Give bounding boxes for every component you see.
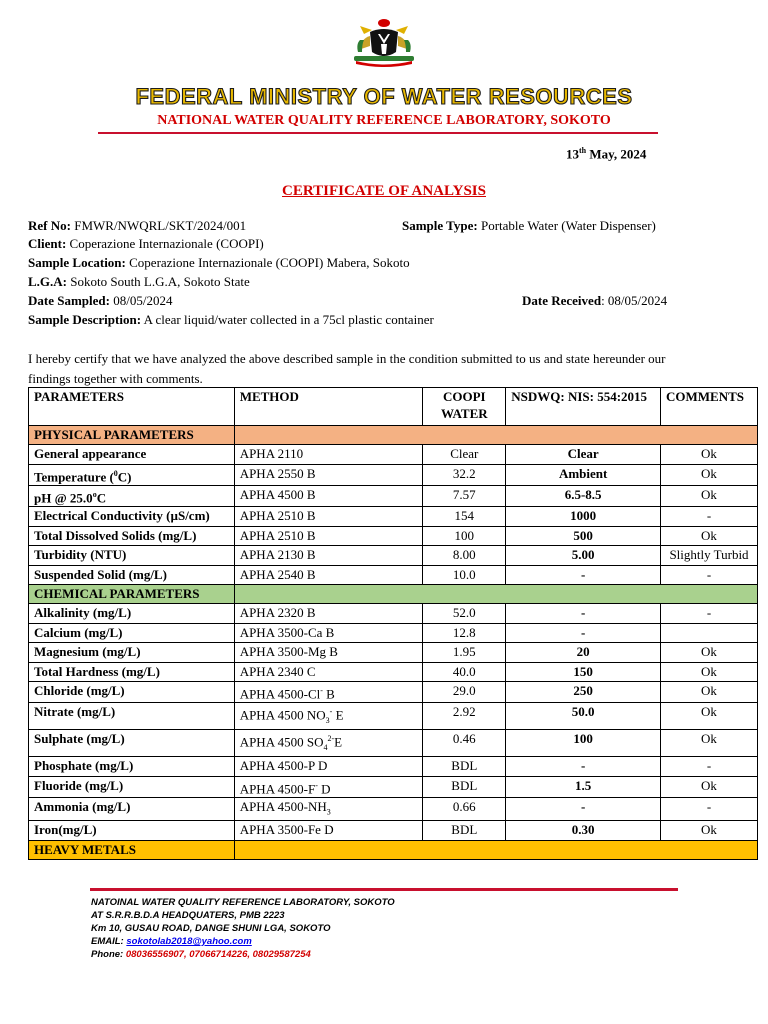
coopi-value-cell: BDL [423,757,506,776]
standard-value-cell: - [506,565,661,584]
parameter-name: Total Dissolved Solids (mg/L) [34,527,197,543]
parameter-cell [29,546,235,565]
footer-email: EMAIL: sokotolab2018@yahoo.com [91,936,252,947]
table-row [29,604,758,623]
method-cell [234,604,423,623]
method-superscript: - [315,780,318,790]
method-name: APHA 2320 B [239,605,316,621]
method-name: APHA 3500-Ca B [239,624,335,640]
method-name: APHA 4500 B [239,487,316,503]
header-parameters: PARAMETERS [29,388,235,426]
laboratory-name: NATIONAL WATER QUALITY REFERENCE LABORATORY, SOKOTO [157,113,611,128]
comment-cell: - [661,757,758,776]
table-row [29,757,758,776]
ministry-name: FEDERAL MINISTRY OF WATER RESOURCES [135,84,633,109]
parameter-name: Phosphate (mg/L) [34,758,134,774]
standard-value-cell: 0.30 [506,821,661,840]
chemical-section-row [29,585,758,604]
comment-cell: - [661,507,758,526]
method-cell [234,486,423,507]
coopi-value-cell: 8.00 [423,546,506,565]
date-sampled: Date Sampled: 08/05/2024 [28,293,173,308]
table-row [29,507,758,526]
method-subscript: 3 [326,807,331,817]
table-row [29,643,758,662]
comment-cell: - [661,565,758,584]
parameter-cell [29,526,235,545]
method-cell [234,623,423,642]
parameter-cell [29,445,235,464]
method-name: APHA 2110 [239,446,304,462]
method-cell [234,776,423,797]
coopi-value-cell: 52.0 [423,604,506,623]
parameter-cell [29,703,235,730]
sample-description: Sample Description: A clear liquid/water collected in a 75cl plastic container [28,312,434,327]
standard-value-cell: - [506,604,661,623]
parameter-name: General appearance [34,446,147,462]
method-cell [234,757,423,776]
footer-address-1: AT S.R.R.B.D.A HEADQUATERS, PMB 2223 [91,910,285,921]
coat-of-arms-emblem [340,18,428,68]
date-received: Date Received: 08/05/2024 [522,293,668,308]
table-row [29,703,758,730]
table-row [29,681,758,702]
coopi-value-cell: 7.57 [423,486,506,507]
method-cell [234,526,423,545]
table-row [29,797,758,821]
parameter-cell [29,797,235,821]
method-name: APHA 2510 B [239,508,316,524]
parameter-cell [29,662,235,681]
results-table [28,387,758,860]
email-link[interactable]: sokotolab2018@yahoo.com [126,936,252,947]
parameter-name: Electrical Conductivity (µS/cm) [34,508,210,524]
table-row [29,526,758,545]
parameter-name: pH @ 25.0 [34,490,93,506]
footer-divider [90,888,678,891]
method-name: APHA 3500-Fe D [239,822,334,838]
method-cell [234,797,423,821]
parameter-cell [29,757,235,776]
comment-cell: - [661,604,758,623]
method-name: APHA 3500-Mg B [239,644,338,660]
footer-phone: Phone: 08036556907, 07066714226, 08029587254 [91,949,311,960]
table-row [29,565,758,584]
parameter-tail: C) [117,469,132,485]
chemical-section-row-label: CHEMICAL PARAMETERS [29,585,235,604]
parameter-name: Calcium (mg/L) [34,624,123,640]
table-row [29,445,758,464]
comment-cell [661,623,758,642]
standard-value-cell: - [506,623,661,642]
method-name: APHA 4500 SO [239,734,324,750]
parameter-cell [29,730,235,757]
method-name: APHA 2550 B [239,465,316,481]
table-row [29,821,758,840]
table-row [29,662,758,681]
comment-cell: Ok [661,730,758,757]
comment-cell: Ok [661,821,758,840]
method-name: APHA 2340 C [239,663,316,679]
method-superscript: 2- [327,734,335,744]
standard-value-cell: 50.0 [506,703,661,730]
parameter-cell [29,681,235,702]
heavy-metals-section-row-fill [234,840,757,859]
method-cell [234,730,423,757]
standard-value-cell: 100 [506,730,661,757]
method-subscript: 3 [325,716,330,726]
method-name: APHA 2540 B [239,566,316,582]
ref-no: Ref No: FMWR/NWQRL/SKT/2024/001 [28,218,247,233]
standard-value-cell: 1000 [506,507,661,526]
coopi-value-cell: BDL [423,821,506,840]
parameter-name: Suspended Solid (mg/L) [34,566,167,582]
parameter-cell [29,507,235,526]
header-method: METHOD [234,388,423,426]
parameter-superscript: o [92,490,97,500]
method-cell [234,565,423,584]
table-row [29,464,758,485]
parameter-name: Magnesium (mg/L) [34,644,141,660]
comment-cell: Slightly Turbid [661,546,758,565]
table-row [29,730,758,757]
comment-cell: Ok [661,662,758,681]
parameter-name: Total Hardness (mg/L) [34,663,160,679]
standard-value-cell: 5.00 [506,546,661,565]
comment-cell: Ok [661,486,758,507]
lga: L.G.A: Sokoto South L.G.A, Sokoto State [28,274,250,289]
heavy-metals-section-row [29,840,758,859]
header-nsdwq: NSDWQ: NIS: 554:2015 [506,388,661,426]
coopi-value-cell: 0.66 [423,797,506,821]
method-subscript: 4 [323,743,328,753]
method-superscript: - [329,707,333,717]
coopi-value-cell: 29.0 [423,681,506,702]
method-cell [234,643,423,662]
table-row [29,776,758,797]
physical-section-row-fill [234,426,757,445]
method-cell [234,681,423,702]
chemical-section-row-fill [234,585,757,604]
parameter-name: Sulphate (mg/L) [34,731,125,747]
header-coopi-water: COOPI WATER [423,388,506,426]
method-cell [234,445,423,464]
standard-value-cell: - [506,757,661,776]
coopi-value-cell: 12.8 [423,623,506,642]
certificate-date: 13th May, 2024 [566,146,647,162]
standard-value-cell: 500 [506,526,661,545]
method-cell [234,821,423,840]
standard-value-cell: 20 [506,643,661,662]
parameter-cell [29,623,235,642]
standard-value-cell: Clear [506,445,661,464]
parameter-cell [29,643,235,662]
footer-address-2: Km 10, GUSAU ROAD, DANGE SHUNI LGA, SOKOTO [91,923,331,934]
table-row [29,623,758,642]
parameter-cell [29,464,235,485]
table-header-row [29,388,758,426]
footer-lab-name: NATOINAL WATER QUALITY REFERENCE LABORATORY, SOKOTO [91,897,395,908]
parameter-cell [29,821,235,840]
method-superscript: - [320,685,323,695]
standard-value-cell: 250 [506,681,661,702]
comment-cell: Ok [661,776,758,797]
comment-cell: Ok [661,464,758,485]
parameter-name: Temperature ( [34,469,114,485]
parameter-cell [29,776,235,797]
parameter-name: Nitrate (mg/L) [34,704,116,720]
coopi-value-cell: 10.0 [423,565,506,584]
parameter-cell [29,486,235,507]
comment-cell: Ok [661,445,758,464]
method-tail: E [334,734,343,750]
table-row [29,546,758,565]
method-name: APHA 4500-P D [239,758,328,774]
method-name: APHA 2130 B [239,547,316,563]
header-comments: COMMENTS [661,388,758,426]
method-name: APHA 4500-Cl [239,686,321,702]
coopi-value-cell: 40.0 [423,662,506,681]
parameter-cell [29,565,235,584]
parameter-name: Alkalinity (mg/L) [34,605,132,621]
method-cell [234,464,423,485]
standard-value-cell: - [506,797,661,821]
method-tail: B [322,686,335,702]
parameter-name: Ammonia (mg/L) [34,798,131,814]
method-cell [234,662,423,681]
coopi-value-cell: 1.95 [423,643,506,662]
method-name: APHA 4500 NO [239,707,326,723]
method-name: APHA 4500-F [239,780,316,796]
coopi-value-cell: 32.2 [423,464,506,485]
sample-type: Sample Type: Portable Water (Water Dispenser) [402,218,656,233]
method-cell [234,507,423,526]
parameter-name: Turbidity (NTU) [34,547,127,563]
coopi-value-cell: 154 [423,507,506,526]
physical-section-row-label: PHYSICAL PARAMETERS [29,426,235,445]
parameter-name: Fluoride (mg/L) [34,777,124,793]
method-cell [234,703,423,730]
coopi-value-cell: 2.92 [423,703,506,730]
method-cell [234,546,423,565]
method-tail: D [317,780,331,796]
coopi-value-cell: 0.46 [423,730,506,757]
table-row [29,486,758,507]
standard-value-cell: 150 [506,662,661,681]
parameter-superscript: 0 [113,468,118,478]
coopi-value-cell: Clear [423,445,506,464]
method-name: APHA 4500-NH [239,798,327,814]
sample-location: Sample Location: Coperazione Internazionale (COOPI) Mabera, Sokoto [28,255,410,270]
coopi-value-cell: 100 [423,526,506,545]
certification-statement: I hereby certify that we have analyzed the above described sample in the condition submitted to us and state hereunder our findings together with comments. [28,351,666,386]
parameter-name: Chloride (mg/L) [34,682,125,698]
parameter-name: Iron(mg/L) [34,822,97,838]
coopi-value-cell: BDL [423,776,506,797]
comment-cell: Ok [661,643,758,662]
comment-cell: - [661,797,758,821]
certificate-title: CERTIFICATE OF ANALYSIS [282,183,486,199]
comment-cell: Ok [661,681,758,702]
standard-value-cell: 1.5 [506,776,661,797]
comment-cell: Ok [661,526,758,545]
heavy-metals-section-row-label: HEAVY METALS [29,840,235,859]
comment-cell: Ok [661,703,758,730]
standard-value-cell: Ambient [506,464,661,485]
client: Client: Coperazione Internazionale (COOPI) [28,236,264,251]
header-divider [98,132,658,134]
standard-value-cell: 6.5-8.5 [506,486,661,507]
method-tail: E [332,707,344,723]
parameter-cell [29,604,235,623]
parameter-tail: C [96,490,107,506]
method-name: APHA 2510 B [239,527,316,543]
physical-section-row [29,426,758,445]
